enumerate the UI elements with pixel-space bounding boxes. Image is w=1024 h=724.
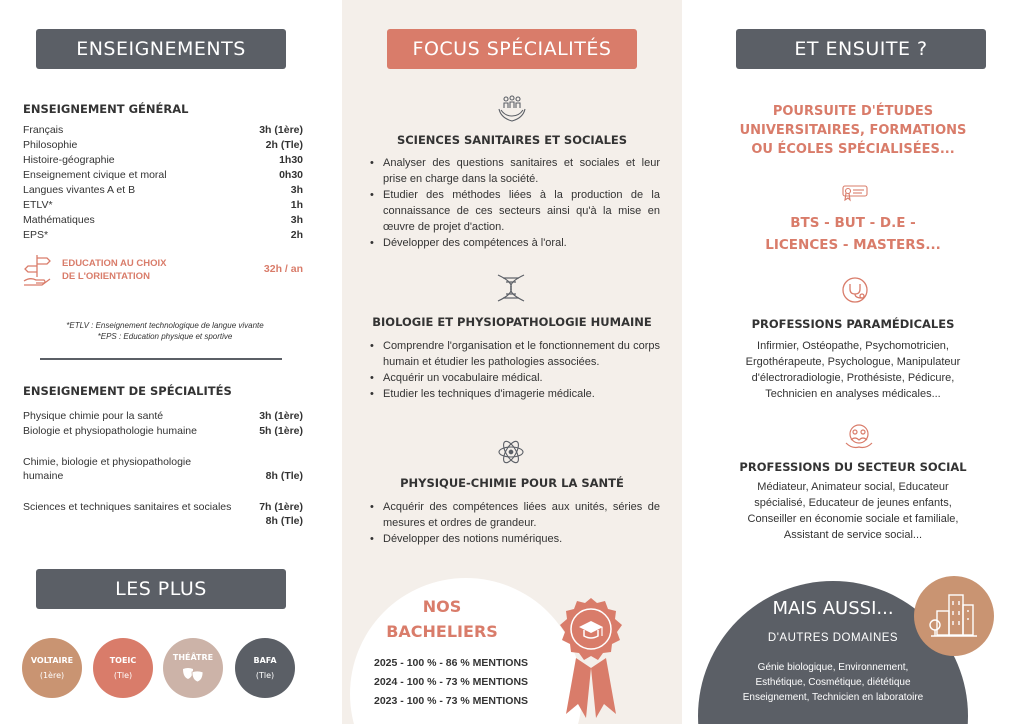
general-row: Français 3h (1ère) [23,124,303,136]
spec-title: ENSEIGNEMENT DE SPÉCIALITÉS [23,384,232,398]
dna-icon [495,272,527,309]
atom-icon [497,438,525,471]
general-row: Langues vivantes A et B 3h [23,184,303,196]
bullet: • Acquérir des compétences liées aux unités, séries de mesures et ordres de grandeur. [368,499,660,531]
poursuite-text: POURSUITE D'ÉTUDES UNIVERSITAIRES, FORMATIONS OU ÉCOLES SPÉCIALISÉES... [739,104,967,157]
social-care-icon [844,423,874,456]
signpost-hand-icon [22,253,52,292]
voltaire-badge: VOLTAIRE (1ère) [22,638,82,698]
s2-title: BIOLOGIE ET PHYSIOPATHOLOGIE HUMAINE [372,315,652,329]
bullet: • Développer des notions numériques. [368,531,660,547]
diplomes-text: BTS - BUT - D.E - LICENCES - MASTERS... [765,215,941,253]
bullet: • Etudier les techniques d'imagerie médicale. [368,386,660,402]
bullet: • Analyser des questions sanitaires et sociales et leur prise en charge dans la société. [368,155,660,187]
spec-row: Sciences et techniques sanitaires et sociales 7h (1ère) 8h (Tle) [23,501,303,527]
s2-bullets [368,338,660,402]
bullet: • Développer des compétences à l'oral. [368,235,660,251]
general-title: ENSEIGNEMENT GÉNÉRAL [23,102,189,116]
mais-aussi-sub: D'AUTRES DOMAINES [767,632,899,644]
enseignements-header: ENSEIGNEMENTS [36,29,286,69]
bullet: • Acquérir un vocabulaire médical. [368,370,660,386]
footnote: *ETLV : Enseignement technologique de langue vivante *EPS : Education physique et sportive [66,321,264,341]
general-row: Enseignement civique et moral 0h30 [23,169,303,181]
diploma-icon [840,182,870,209]
toeic-badge: TOEIC (Tle) [93,638,153,698]
social-title: PROFESSIONS DU SECTEUR SOCIAL [739,460,967,474]
spec-row: Biologie et physiopathologie humaine 5h (1ère) [23,425,303,437]
s1-title: SCIENCES SANITAIRES ET SOCIALES [396,133,628,147]
spec-row: Physique chimie pour la santé 3h (1ère) [23,410,303,422]
bullet: • Comprendre l'organisation et le fonctionnement du corps humain et étudier les pathologies associées. [368,338,660,370]
para-text: Infirmier, Ostéopathe, Psychomotricien, Ergothérapeute, Psychologue, Manipulateur d'électroradiologie, Prothésiste, Pédicure, Technicien en analyses médicales... [745,340,961,400]
mais-aussi-text: Génie biologique, Environnement, Esthétique, Cosmétique, diététique Enseignement, Technicien en laboratoire [742,662,924,703]
divider [40,358,282,360]
award-ribbon-icon [554,596,628,724]
s3-title: PHYSIQUE-CHIMIE POUR LA SANTÉ [400,476,624,490]
focus-header: FOCUS SPÉCIALITÉS [387,29,637,69]
s1-bullets [368,155,660,251]
general-row: EPS* 2h [23,229,303,241]
general-row: Philosophie 2h (Tle) [23,139,303,151]
people-hands-icon [497,94,527,129]
middle-column [342,0,682,724]
bafa-badge: BAFA (Tle) [235,638,295,698]
social-text: Médiateur, Animateur social, Educateur spécialisé, Educateur de jeunes enfants, Conseiller en économie sociale et familiale, Assistant de service social... [747,481,959,541]
para-title: PROFESSIONS PARAMÉDICALES [751,317,955,331]
buildings-badge [914,576,994,656]
left-column [0,0,342,724]
right-column [682,0,1024,724]
theatre-badge: THÉÂTRE [163,638,223,698]
general-row: Mathématiques 3h [23,214,303,226]
general-row: ETLV* 1h [23,199,303,211]
orientation-label: EDUCATION AU CHOIX DE L'ORIENTATION [62,258,167,282]
les-plus-header: LES PLUS [36,569,286,609]
general-row: Histoire-géographie 1h30 [23,154,303,166]
bacheliers-title: NOS BACHELIERS [386,597,498,641]
spec-row: Chimie, biologie et physiopathologie humaine 8h (Tle) [23,456,303,482]
theatre-masks-icon [182,667,204,683]
s3-bullets [368,499,660,547]
orientation-hours: 32h / an [263,263,303,275]
stethoscope-icon [840,275,870,310]
mais-aussi-title: MAIS AUSSI... [772,598,894,619]
bullet: • Etudier des méthodes liées à la production de la connaissance de ces secteurs ainsi qu'à la mise en œuvre de projet d'action. [368,187,660,235]
city-buildings-icon [927,589,981,643]
et-ensuite-header: ET ENSUITE ? [736,29,986,69]
bacheliers-results: 2025 - 100 % - 86 % MENTIONS 2024 - 100 % - 73 % MENTIONS 2023 - 100 % - 73 % MENTIONS [374,657,529,707]
